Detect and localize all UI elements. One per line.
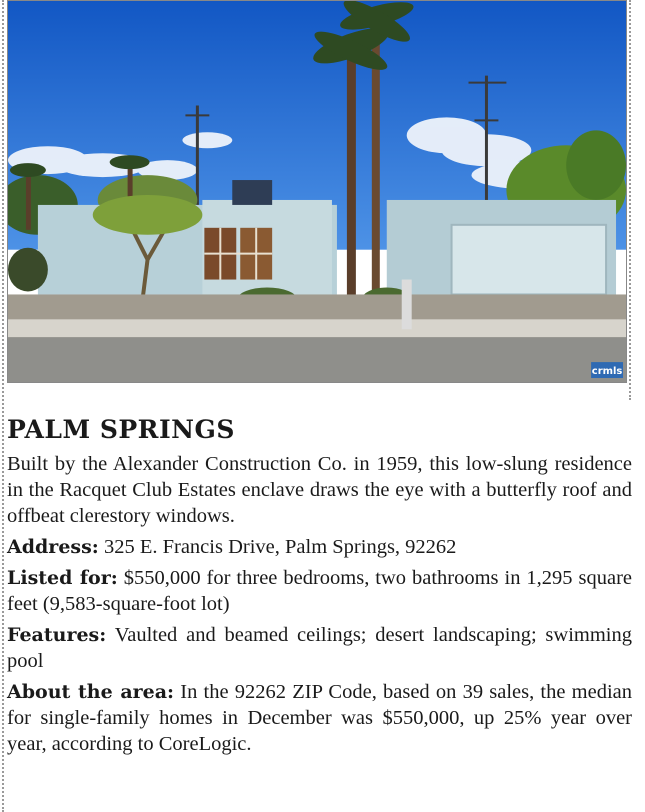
field-value-about-area: In the 92262 ZIP Code, based on 39 sales, the median for single-family homes in December was $550,000, up 25% year over year, according to CoreLogic. <box>7 681 633 755</box>
article-headline: PALM SPRINGS <box>7 415 235 444</box>
listing-photo <box>7 0 627 383</box>
field-label-listed-for: Listed for: <box>7 567 118 589</box>
curb <box>8 319 626 337</box>
field-about-area <box>7 679 632 757</box>
street <box>8 337 626 382</box>
house-photo-illustration <box>8 1 626 382</box>
column-rule-left <box>2 0 4 812</box>
field-label-features: Features: <box>7 624 107 646</box>
field-features <box>7 622 632 674</box>
field-label-address: Address: <box>7 536 99 558</box>
field-value-listed-for: $550,000 for three bedrooms, two bathrooms in 1,295 square feet (9,583-square-foot lot) <box>7 567 632 615</box>
field-address <box>7 534 632 560</box>
column-rule-right <box>629 0 631 400</box>
field-listed-for <box>7 565 632 617</box>
rooftop-unit <box>232 180 272 205</box>
field-label-about-area: About the area: <box>7 681 175 703</box>
field-value-features: Vaulted and beamed ceilings; desert landscaping; swimming pool <box>7 624 632 672</box>
field-value-address: 325 E. Francis Drive, Palm Springs, 92262 <box>103 536 457 558</box>
crmls-watermark <box>591 362 623 378</box>
listing-article <box>7 415 632 757</box>
post <box>402 280 412 330</box>
garage-door <box>452 225 607 295</box>
article-description: Built by the Alexander Construction Co. in 1959, this low-slung residence in the Racquet Club Estates enclave draws the eye with a butterfly roof and offbeat clerestory windows. <box>7 453 632 527</box>
watermark-text: crmls <box>591 366 623 378</box>
